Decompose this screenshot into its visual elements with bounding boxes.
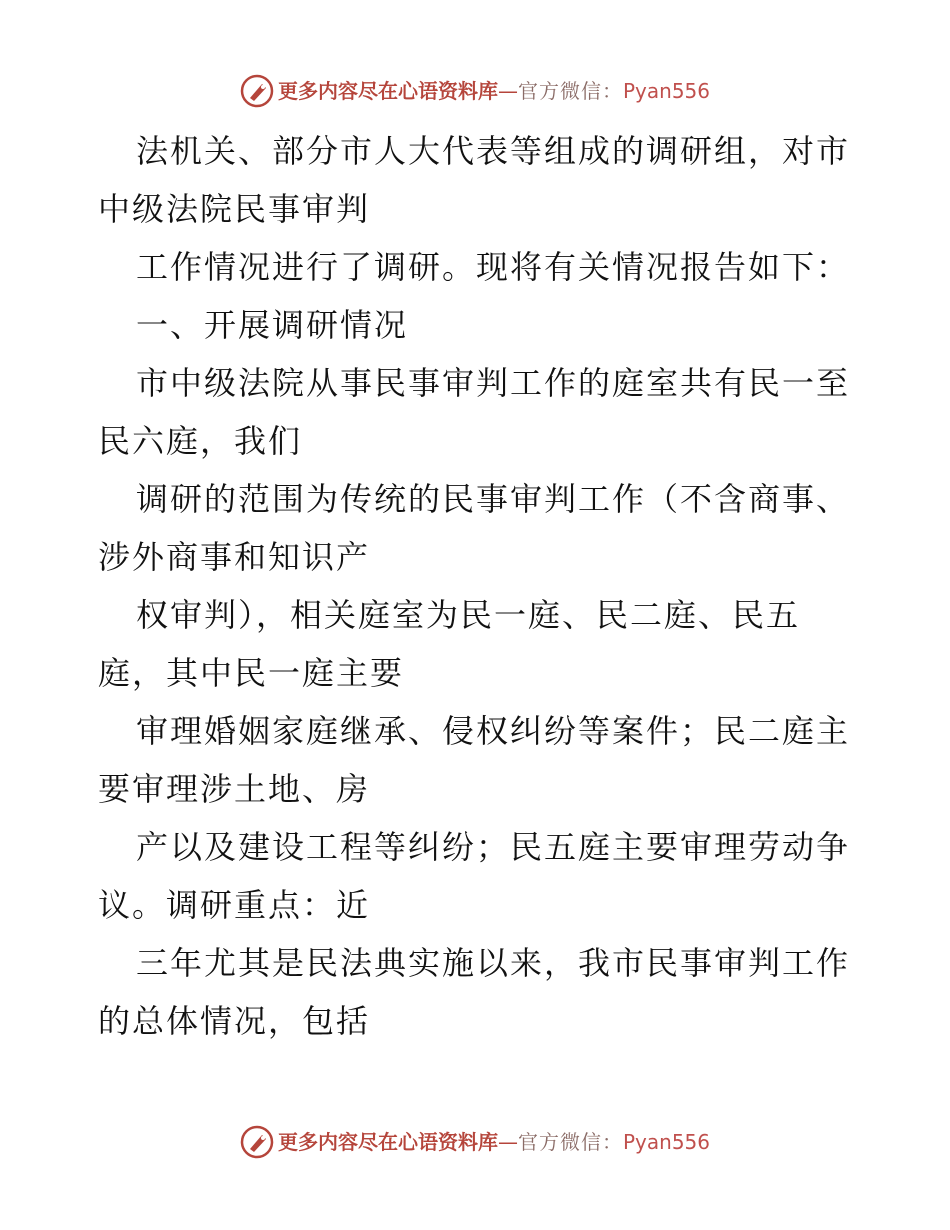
banner-dash: — (497, 1130, 518, 1154)
pen-nib-logo-icon (240, 74, 274, 108)
header-banner (0, 74, 950, 108)
body-line: 工作情况进行了调研。现将有关情况报告如下： (136, 248, 851, 286)
banner-promo-text: 更多内容尽在心语资料库 (277, 79, 498, 103)
body-line: 中级法院民事审判 (98, 190, 371, 228)
body-line: 要审理涉土地、房 (98, 770, 371, 808)
banner-label: 官方微信： (517, 1130, 623, 1154)
section-heading: 一、开展调研情况 (136, 306, 409, 344)
body-line: 法机关、部分市人大代表等组成的调研组，对市 (136, 132, 851, 170)
document-body (98, 122, 858, 1050)
banner-label: 官方微信： (517, 79, 623, 103)
pen-nib-logo-icon (240, 1125, 274, 1159)
body-line: 市中级法院从事民事审判工作的庭室共有民一至 (136, 364, 851, 402)
body-line: 涉外商事和知识产 (98, 538, 371, 576)
banner-wechat-id: Pyan556 (622, 1130, 710, 1154)
body-line: 权审判），相关庭室为民一庭、民二庭、民五 (136, 596, 801, 634)
banner-wechat-id: Pyan556 (622, 79, 710, 103)
footer-banner (0, 1125, 950, 1159)
body-line: 三年尤其是民法典实施以来，我市民事审判工作 (136, 944, 851, 982)
banner-dash: — (497, 79, 518, 103)
body-line: 审理婚姻家庭继承、侵权纠纷等案件；民二庭主 (136, 712, 851, 750)
body-line: 议。调研重点：近 (98, 886, 371, 924)
body-line: 调研的范围为传统的民事审判工作（不含商事、 (136, 480, 851, 518)
body-line: 庭，其中民一庭主要 (98, 654, 405, 692)
body-line: 产以及建设工程等纠纷；民五庭主要审理劳动争 (136, 828, 851, 866)
banner-promo-text: 更多内容尽在心语资料库 (277, 1130, 498, 1154)
body-line: 的总体情况，包括 (98, 1002, 371, 1040)
body-line: 民六庭，我们 (98, 422, 303, 460)
